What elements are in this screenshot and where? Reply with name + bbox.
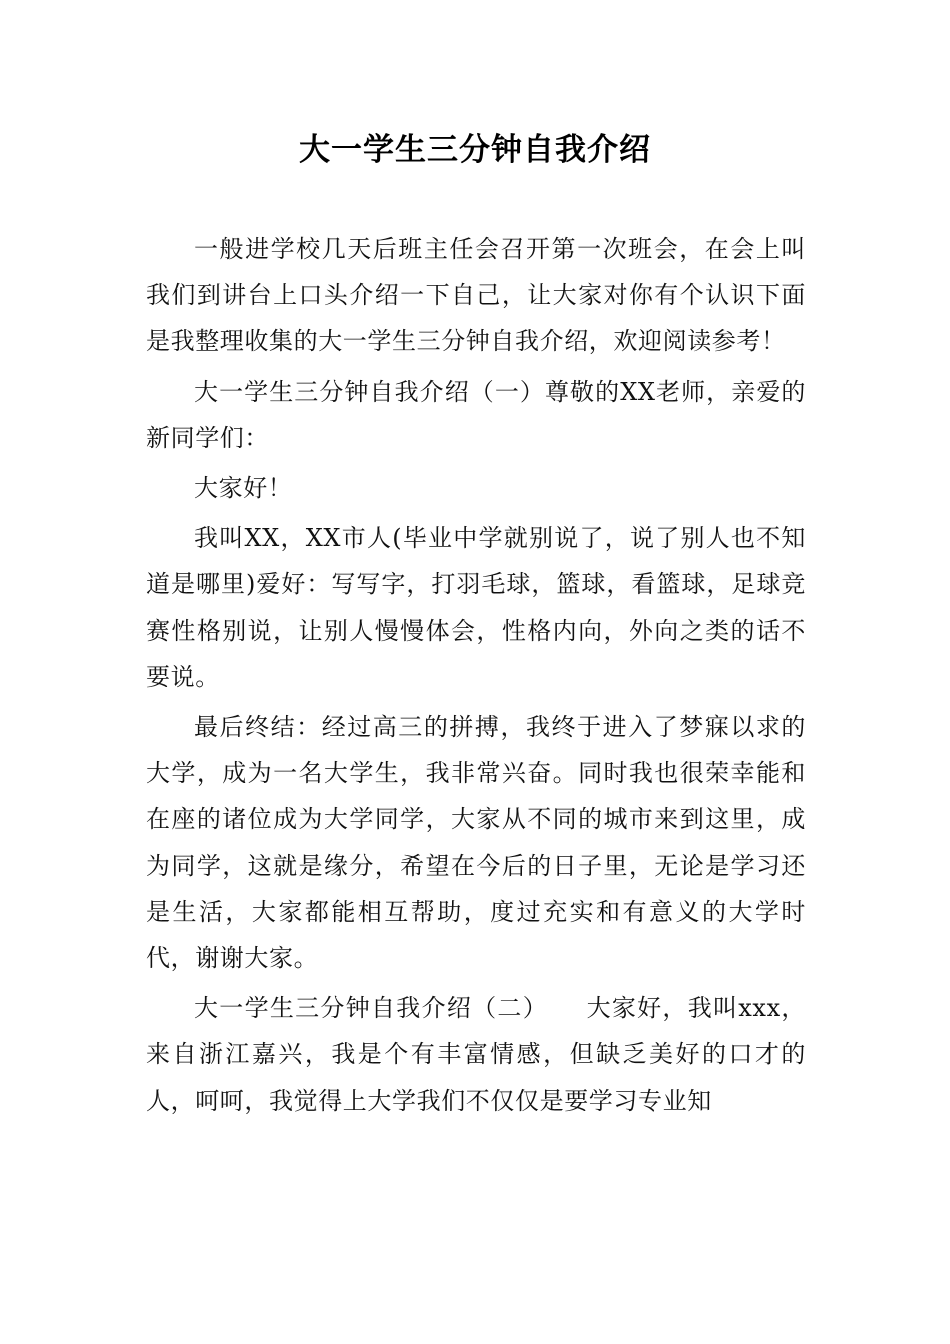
paragraph: 大家好！ xyxy=(194,474,293,503)
paragraph: 一般进学校几天后班主任会召开第一次班会，在会上叫我们到讲台上口头介绍一下自己，让大家对你有个认识下面是我整理收集的大一学生三分钟自我介绍，欢迎阅读参考！ xyxy=(146,235,806,356)
document-title: 大一学生三分钟自我介绍 xyxy=(299,132,651,168)
paragraph: 大一学生三分钟自我介绍（二） 大家好，我叫xxx，来自浙江嘉兴，我是个有丰富情感，但缺乏美好的口才的人，呵呵，我觉得上大学我们不仅仅是要学习专业知 xyxy=(146,994,806,1115)
paragraph: 最后终结：经过高三的拼搏，我终于进入了梦寐以求的大学，成为一名大学生，我非常兴奋。同时我也很荣幸能和在座的诸位成为大学同学，大家从不同的城市来到这里，成为同学，这就是缘分，希望在今后的日子里，无论是学习还是生活，大家都能相互帮助，度过充实和有意义的大学时代，谢谢大家。 xyxy=(146,713,806,973)
document-body xyxy=(146,226,806,1128)
paragraph: 我叫XX，XX市人(毕业中学就别说了，说了别人也不知道是哪里)爱好：写写字，打羽毛球，篮球，看篮球，足球竞赛性格别说，让别人慢慢体会，性格内向，外向之类的话不要说。 xyxy=(146,524,806,691)
paragraph: 大一学生三分钟自我介绍（一）尊敬的XX老师，亲爱的新同学们： xyxy=(146,377,806,452)
